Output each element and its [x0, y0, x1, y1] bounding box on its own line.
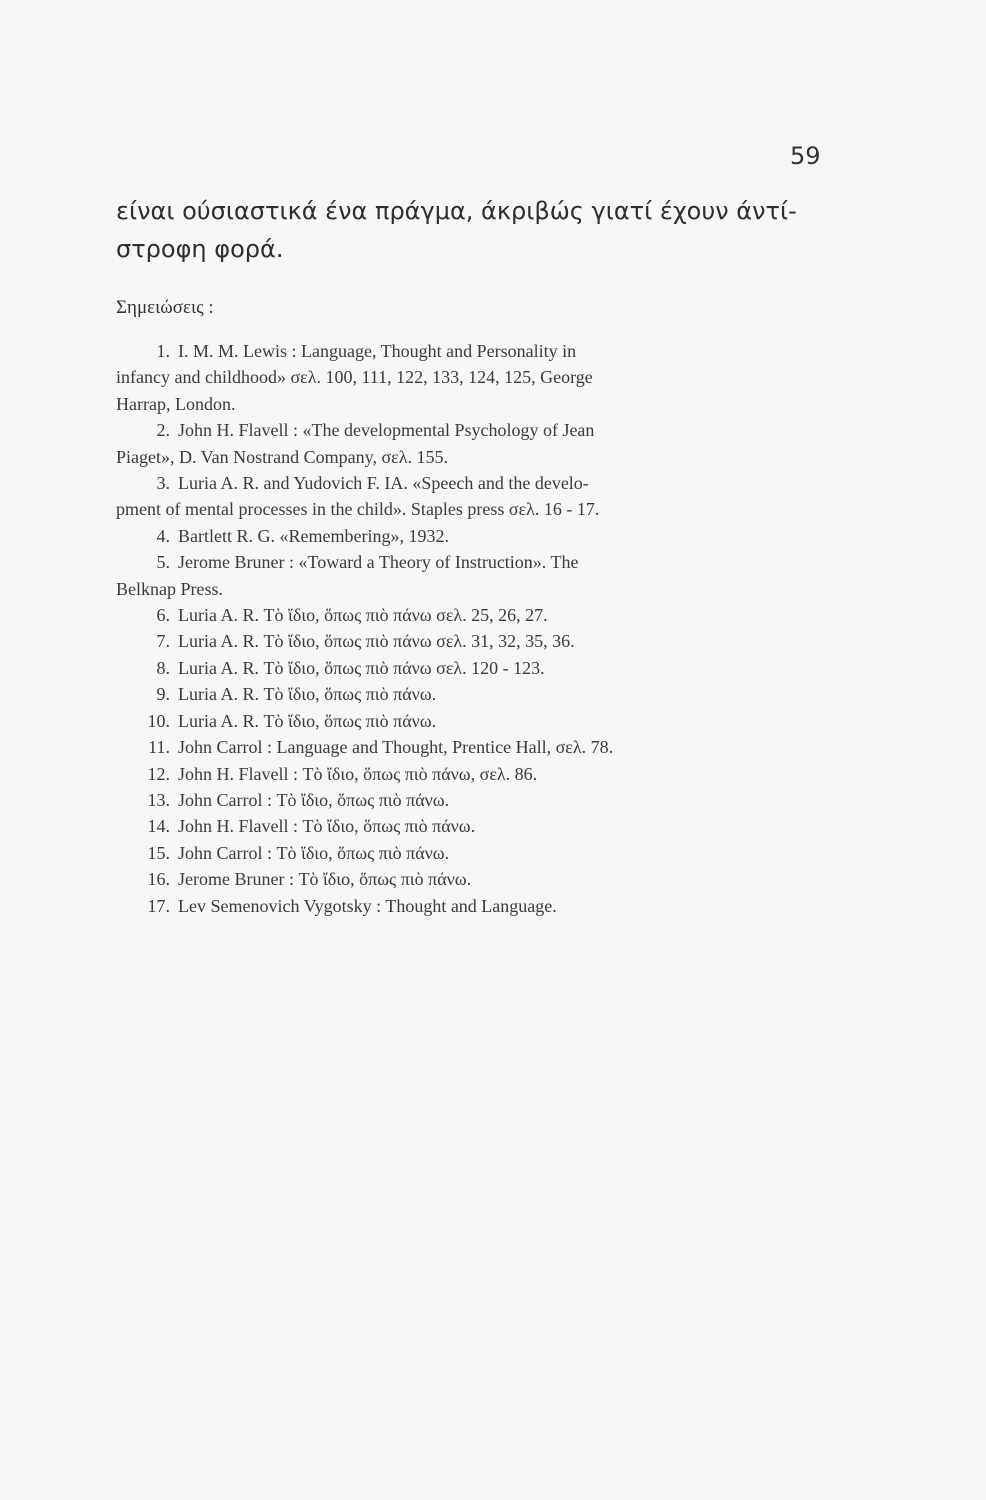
- note-item: [116, 338, 826, 417]
- note-number: 13.: [147, 789, 170, 810]
- note-number: 10.: [147, 710, 170, 731]
- notes-heading: Σημειώσεις :: [116, 297, 214, 318]
- note-line: John H. Flavell : «The developmental Psychology of Jean: [178, 420, 595, 441]
- note-continuation-line: pment of mental processes in the child». Staples press σελ. 16 - 17.: [116, 499, 600, 520]
- note-number: 3.: [156, 473, 170, 494]
- note-item: [116, 655, 826, 681]
- note-line: Luria A. R. Τὸ ἴδιο, ὅπως πιὸ πάνω σελ. 25, 26, 27.: [178, 605, 548, 626]
- intro-line-1: είναι ούσιαστικά ένα πράγμα, άκριβώς γιατί έχουν άντί-: [116, 197, 797, 225]
- note-item: [116, 734, 826, 760]
- note-line: Luria A. R. and Yudovich F. IA. «Speech and the develo-: [178, 473, 589, 494]
- note-line: John Carrol : Language and Thought, Prentice Hall, σελ. 78.: [178, 737, 614, 758]
- note-item: [116, 708, 826, 734]
- note-item: [116, 761, 826, 787]
- note-number: 1.: [156, 341, 170, 361]
- note-number: 17.: [147, 895, 170, 916]
- note-continuation-line: Belknap Press.: [116, 578, 223, 599]
- note-continuation-line: infancy and childhood» σελ. 100, 111, 122, 133, 124, 125, George: [116, 367, 593, 388]
- note-item: [116, 602, 826, 628]
- note-number: 6.: [156, 605, 170, 626]
- note-line: Jerome Bruner : Τὸ ἴδιο, ὅπως πιὸ πάνω.: [178, 869, 472, 890]
- note-item: [116, 470, 826, 523]
- note-line: John H. Flavell : Τὸ ἴδιο, ὅπως πιὸ πάνω.: [178, 816, 476, 837]
- notes-list: [116, 338, 826, 919]
- note-number: 7.: [156, 631, 170, 652]
- note-line: John Carrol : Τὸ ἴδιο, ὅπως πιὸ πάνω.: [178, 842, 450, 863]
- note-number: 8.: [156, 657, 170, 678]
- note-line: Luria A. R. Τὸ ἴδιο, ὅπως πιὸ πάνω.: [178, 710, 437, 731]
- note-number: 9.: [156, 684, 170, 705]
- note-line: Bartlett R. G. «Remembering», 1932.: [178, 525, 449, 546]
- note-line: Luria A. R. Τὸ ἴδιο, ὅπως πιὸ πάνω σελ. 31, 32, 35, 36.: [178, 631, 575, 652]
- note-item: [116, 813, 826, 839]
- note-line: Luria A. R. Τὸ ἴδιο, ὅπως πιὸ πάνω.: [178, 684, 437, 705]
- note-item: [116, 628, 826, 654]
- note-line: Jerome Bruner : «Toward a Theory of Instruction». The: [178, 552, 579, 573]
- note-item: [116, 681, 826, 707]
- note-item: [116, 840, 826, 866]
- intro-line-2: στροφη φορά.: [116, 235, 284, 263]
- page-number: 59: [790, 142, 821, 170]
- note-item: [116, 893, 826, 919]
- note-item: [116, 866, 826, 892]
- note-continuation-line: Harrap, London.: [116, 393, 236, 414]
- note-line: John H. Flavell : Τὸ ἴδιο, ὅπως πιὸ πάνω, σελ. 86.: [178, 763, 538, 784]
- intro-paragraph: [116, 192, 836, 268]
- note-number: 12.: [147, 763, 170, 784]
- note-item: [116, 523, 826, 549]
- note-continuation-line: Piaget», D. Van Nostrand Company, σελ. 155.: [116, 446, 448, 467]
- note-number: 16.: [147, 869, 170, 890]
- note-line: John Carrol : Τὸ ἴδιο, ὅπως πιὸ πάνω.: [178, 789, 450, 810]
- note-line: Lev Semenovich Vygotsky : Thought and Language.: [178, 895, 557, 916]
- note-line: I. M. M. Lewis : Language, Thought and Personality in: [178, 341, 577, 361]
- note-item: [116, 787, 826, 813]
- note-number: 2.: [156, 420, 170, 441]
- note-number: 11.: [148, 737, 170, 758]
- note-number: 15.: [147, 842, 170, 863]
- note-number: 14.: [147, 816, 170, 837]
- note-item: [116, 549, 826, 602]
- note-number: 4.: [156, 525, 170, 546]
- note-number: 5.: [156, 552, 170, 573]
- note-item: [116, 417, 826, 470]
- note-line: Luria A. R. Τὸ ἴδιο, ὅπως πιὸ πάνω σελ. 120 - 123.: [178, 657, 545, 678]
